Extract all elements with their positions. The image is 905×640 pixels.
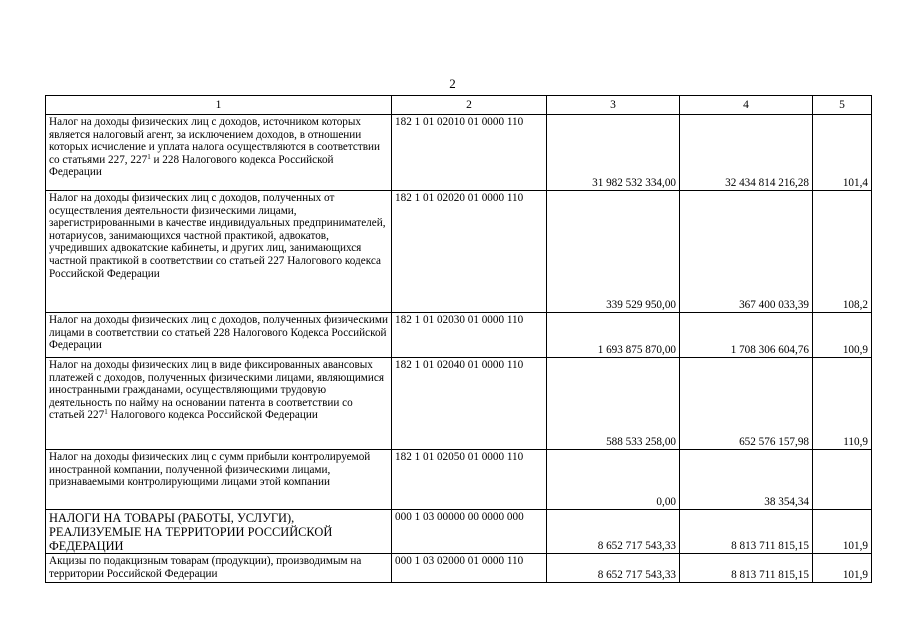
row-value-5: 101,9 — [813, 510, 872, 554]
row-value-3: 339 529 950,00 — [547, 191, 680, 313]
row-value-3: 8 652 717 543,33 — [547, 510, 680, 554]
row-value-4: 38 354,34 — [680, 450, 813, 510]
row-name: Налог на доходы физических лиц в виде фиксированных авансовых платежей с доходов, полученных физическими лицами, являющимися иностранными гражданами, осуществляющими трудовую деятельность по найму на основании патента в соответствии со статьей $227^1$ Налогового кодекса Российской Федерации — [46, 358, 392, 450]
budget-table — [45, 95, 872, 583]
table-row — [46, 450, 872, 510]
row-value-3: 0,00 — [547, 450, 680, 510]
row-value-5: 110,9 — [813, 358, 872, 450]
row-value-5: 101,4 — [813, 115, 872, 191]
row-name: Налог на доходы физических лиц с доходов, полученных от осуществления деятельности физическими лицами, зарегистрированными в качестве индивидуальных предпринимателей, нотариусов, занимающихся частной практикой, адвокатов, учредивших адвокатские кабинеты, и других лиц, занимающихся частной практикой в соответствии со статьей 227 Налогового кодекса Российской Федерации — [46, 191, 392, 313]
table-row — [46, 358, 872, 450]
row-code: 182 1 01 02050 01 0000 110 — [392, 450, 547, 510]
table-row — [46, 554, 872, 583]
row-value-3: 8 652 717 543,33 — [547, 554, 680, 583]
row-code: 000 1 03 00000 00 0000 000 — [392, 510, 547, 554]
row-value-4: 652 576 157,98 — [680, 358, 813, 450]
header-cell-5: 5 — [813, 96, 872, 115]
row-name: Налог на доходы физических лиц с доходов, источником которых является налоговый агент, за исключением доходов, в отношении которых исчисление и уплата налога осуществляются в соответствии со статьями 227, $227^1$ и 228 Налогового кодекса Российской Федерации — [46, 115, 392, 191]
row-value-3: 588 533 258,00 — [547, 358, 680, 450]
page-number: 2 — [449, 76, 456, 91]
footnote-sup: 1 — [104, 408, 108, 417]
row-name: Налог на доходы физических лиц с доходов, полученных физическими лицами в соответствии со статьей 228 Налогового Кодекса Российской Федерации — [46, 313, 392, 358]
row-code: 182 1 01 02010 01 0000 110 — [392, 115, 547, 191]
row-value-4: 8 813 711 815,15 — [680, 510, 813, 554]
footnote-sup: 1 — [147, 152, 151, 161]
row-code: 182 1 01 02040 01 0000 110 — [392, 358, 547, 450]
row-name: НАЛОГИ НА ТОВАРЫ (РАБОТЫ, УСЛУГИ), РЕАЛИЗУЕМЫЕ НА ТЕРРИТОРИИ РОССИЙСКОЙ ФЕДЕРАЦИИ — [46, 510, 392, 554]
row-code: 000 1 03 02000 01 0000 110 — [392, 554, 547, 583]
row-value-4: 8 813 711 815,15 — [680, 554, 813, 583]
row-value-5: 108,2 — [813, 191, 872, 313]
row-value-4: 32 434 814 216,28 — [680, 115, 813, 191]
row-value-4: 1 708 306 604,76 — [680, 313, 813, 358]
row-code: 182 1 01 02030 01 0000 110 — [392, 313, 547, 358]
row-value-5: 101,9 — [813, 554, 872, 583]
row-code: 182 1 01 02020 01 0000 110 — [392, 191, 547, 313]
table-row — [46, 191, 872, 313]
table-row — [46, 115, 872, 191]
table-row — [46, 313, 872, 358]
table-row — [46, 510, 872, 554]
row-name: Налог на доходы физических лиц с сумм прибыли контролируемой иностранной компании, полученной физическими лицами, признаваемыми контролирующими лицами этой компании — [46, 450, 392, 510]
row-value-3: 1 693 875 870,00 — [547, 313, 680, 358]
row-value-3: 31 982 532 334,00 — [547, 115, 680, 191]
row-value-5: 100,9 — [813, 313, 872, 358]
header-cell-2: 2 — [392, 96, 547, 115]
header-cell-3: 3 — [547, 96, 680, 115]
row-name: Акцизы по подакцизным товарам (продукции), производимым на территории Российской Федерации — [46, 554, 392, 583]
row-value-5 — [813, 450, 872, 510]
header-cell-1: 1 — [46, 96, 392, 115]
header-cell-4: 4 — [680, 96, 813, 115]
table-header-row — [46, 96, 872, 115]
row-value-4: 367 400 033,39 — [680, 191, 813, 313]
